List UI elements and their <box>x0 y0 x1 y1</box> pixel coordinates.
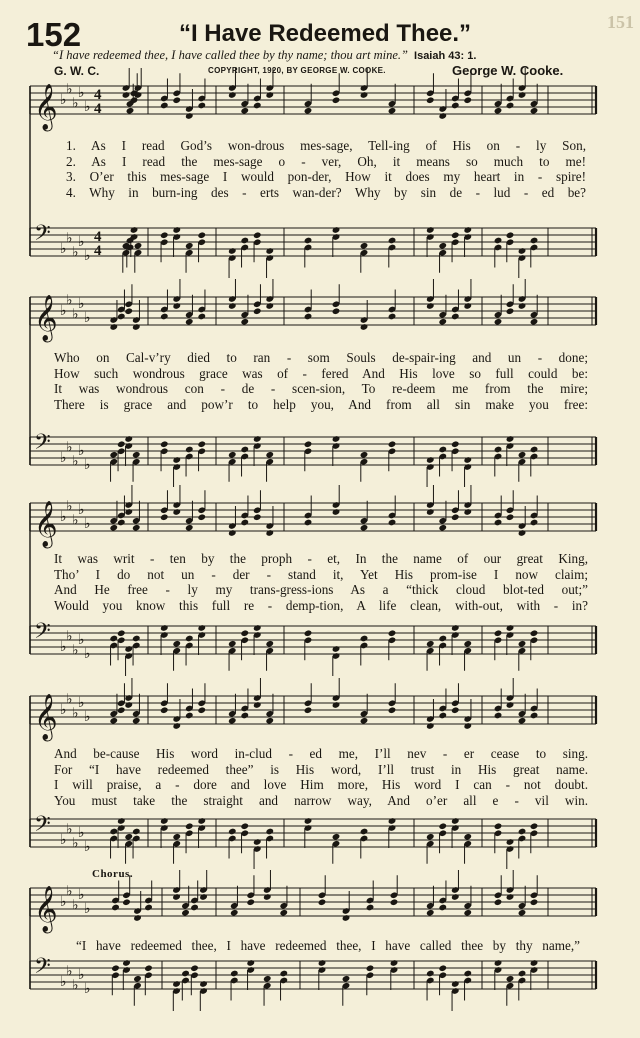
svg-text:♭: ♭ <box>66 821 73 838</box>
hymn-title: “I Have Redeemed Thee.” <box>178 20 472 47</box>
svg-text:𝄢: 𝄢 <box>34 812 51 842</box>
lyrics-chorus <box>76 938 580 954</box>
svg-text:𝄢: 𝄢 <box>34 221 51 251</box>
svg-text:♭: ♭ <box>60 832 67 848</box>
svg-text:♭: ♭ <box>84 839 91 855</box>
lyric-line: How such wondrous grace was of - fered And His love so full could be: <box>54 365 588 381</box>
svg-text:♭: ♭ <box>84 981 91 997</box>
svg-text:♭: ♭ <box>78 502 85 518</box>
svg-text:𝄞: 𝄞 <box>34 84 58 130</box>
svg-text:♭: ♭ <box>66 292 73 309</box>
svg-text:♭: ♭ <box>60 92 67 108</box>
svg-text:𝄞: 𝄞 <box>34 295 58 341</box>
svg-text:𝄞: 𝄞 <box>34 501 58 547</box>
svg-text:♭: ♭ <box>66 691 73 708</box>
scripture-text: “I have redeemed thee, I have called thee by thy name; thou art mine.” <box>52 48 409 62</box>
svg-text:♭: ♭ <box>60 303 67 319</box>
copyright-notice: COPYRIGHT, 1920, BY GEORGE W. COOKE. <box>208 66 386 75</box>
svg-text:♭: ♭ <box>60 450 67 466</box>
lyric-line: Tho’ I do not un - der - stand it, Yet His prom-ise I now claim; <box>54 566 588 582</box>
svg-text:♭: ♭ <box>66 883 73 900</box>
svg-text:♭: ♭ <box>78 967 85 983</box>
lyrics-system-3 <box>54 551 588 613</box>
lyric-line: 1. As I read God’s won-drous mes-sage, Tell-ing of His on - ly Son, <box>66 138 586 153</box>
lyric-line: It was writ - ten by the proph - et, In the name of our great King, <box>54 551 588 566</box>
svg-text:♭: ♭ <box>72 95 79 112</box>
svg-text:♭: ♭ <box>66 963 73 980</box>
svg-text:♭: ♭ <box>78 234 85 250</box>
svg-text:4: 4 <box>94 243 102 259</box>
lyric-line: Who on Cal-v’ry died to ran - som Souls de-spair-ing and un - done; <box>54 350 588 365</box>
svg-text:♭: ♭ <box>72 977 79 994</box>
lyric-line: 4. Why in burn-ing des - erts wan-der? Why by sin de - lud - ed be? <box>66 184 586 200</box>
svg-text:♭: ♭ <box>78 85 85 101</box>
svg-text:♭: ♭ <box>60 509 67 525</box>
svg-text:♭: ♭ <box>72 244 79 261</box>
svg-text:𝄢: 𝄢 <box>34 619 51 649</box>
svg-text:♭: ♭ <box>84 248 91 264</box>
lyrics-system-1 <box>66 138 586 200</box>
svg-text:♭: ♭ <box>60 241 67 257</box>
author-initials: G. W. C. <box>54 64 100 78</box>
svg-text:♭: ♭ <box>84 516 91 532</box>
svg-text:♭: ♭ <box>60 702 67 718</box>
svg-text:♭: ♭ <box>78 443 85 459</box>
svg-text:♭: ♭ <box>78 825 85 841</box>
svg-text:♭: ♭ <box>60 639 67 655</box>
svg-text:♭: ♭ <box>72 835 79 852</box>
lyrics-system-4 <box>54 746 588 808</box>
svg-text:♭: ♭ <box>72 642 79 659</box>
svg-text:♭: ♭ <box>84 99 91 115</box>
svg-text:4: 4 <box>94 101 102 117</box>
svg-text:♭: ♭ <box>60 894 67 910</box>
svg-text:4: 4 <box>94 229 102 245</box>
svg-text:♭: ♭ <box>72 705 79 722</box>
svg-text:♭: ♭ <box>84 457 91 473</box>
lyric-line: It was wondrous con - de - scen-sion, To re-deem me from the mire; <box>54 381 588 396</box>
scripture-epigraph <box>52 48 592 63</box>
composer-name: George W. Cooke. <box>452 63 564 78</box>
svg-text:♭: ♭ <box>78 887 85 903</box>
lyric-line: 2. As I read the mes-sage o - ver, Oh, it means so much to me! <box>66 153 586 169</box>
svg-text:♭: ♭ <box>84 901 91 917</box>
svg-text:♭: ♭ <box>78 296 85 312</box>
svg-text:♭: ♭ <box>66 628 73 645</box>
svg-text:♭: ♭ <box>78 695 85 711</box>
svg-text:♭: ♭ <box>78 632 85 648</box>
svg-text:𝄞: 𝄞 <box>34 886 58 932</box>
lyric-line: You must take the straight and narrow way, And o’er all e - vil win. <box>54 792 588 808</box>
svg-text:♭: ♭ <box>66 230 73 247</box>
scripture-reference: Isaiah 43: 1. <box>414 50 477 62</box>
svg-text:♭: ♭ <box>72 453 79 470</box>
svg-text:♭: ♭ <box>66 439 73 456</box>
svg-text:♭: ♭ <box>60 974 67 990</box>
lyrics-system-2 <box>54 350 588 412</box>
svg-text:𝄢: 𝄢 <box>34 954 51 984</box>
svg-text:4: 4 <box>94 87 102 103</box>
lyric-line: I will praise, a - dore and love Him more, His word I can - not doubt. <box>54 777 588 792</box>
svg-text:𝄞: 𝄞 <box>34 694 58 740</box>
svg-text:♭: ♭ <box>72 512 79 529</box>
svg-text:♭: ♭ <box>72 306 79 323</box>
svg-text:♭: ♭ <box>72 897 79 914</box>
next-hymn-bleed-mark: 151 <box>607 12 634 32</box>
hymn-number: 152 <box>26 16 82 53</box>
lyric-line: For “I have redeemed thee” is His word, I’ll trust in His great name. <box>54 761 588 777</box>
lyric-line: There is grace and pow’r to help you, And from all sin make you free: <box>54 396 588 412</box>
lyric-line: And He free - ly my trans-gress-ions As a “thick cloud blot-ted out;” <box>54 582 588 597</box>
lyric-line: 3. O’er this mes-sage I would pon-der, How it does my heart in - spire! <box>66 169 586 184</box>
lyric-line: And be-cause His word in-clud - ed me, I’ll nev - er cease to sing. <box>54 746 588 761</box>
svg-text:𝄢: 𝄢 <box>34 430 51 460</box>
svg-text:♭: ♭ <box>66 498 73 515</box>
lyric-line: “I have redeemed thee, I have redeemed thee, I have called thee by thy name,” <box>76 938 580 953</box>
svg-text:♭: ♭ <box>66 81 73 98</box>
svg-text:♭: ♭ <box>84 310 91 326</box>
chorus-label: Chorus. <box>92 868 134 880</box>
svg-text:♭: ♭ <box>84 646 91 662</box>
lyric-line: Would you know this full re - demp-tion, A life clean, with-out, with - in? <box>54 597 588 613</box>
svg-text:♭: ♭ <box>84 709 91 725</box>
